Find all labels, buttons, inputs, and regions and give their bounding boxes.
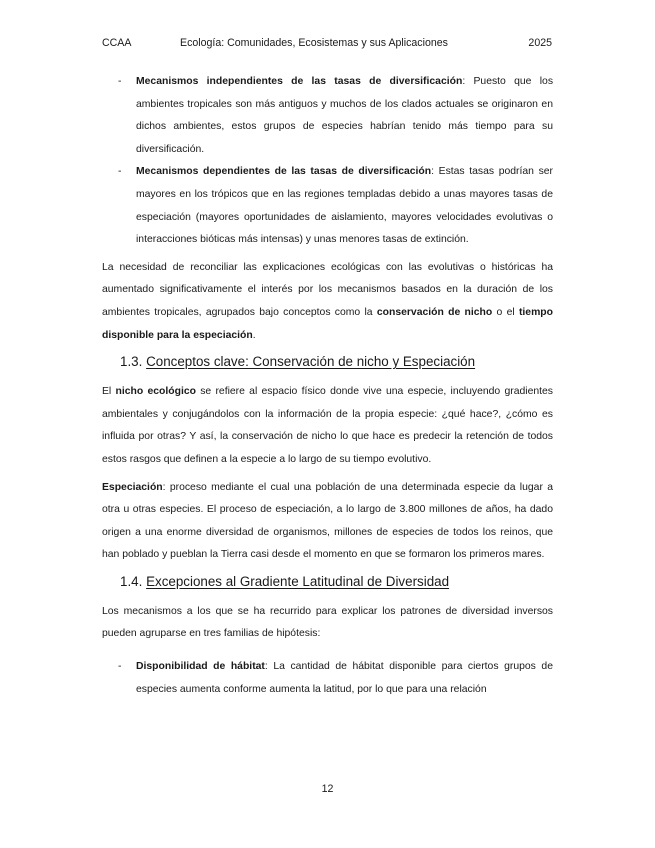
list-item-term: Disponibilidad de hábitat [136,661,265,673]
bold-term: conservación de nicho [376,306,493,318]
paragraph-text: Los mecanismos a los que se ha recurrido para explicar los patrones de diversidad inversos pueden agruparse en tres familias de hipótesis: [102,605,553,640]
list-item-term: Mecanismos independientes de las tasas de diversificación [136,76,463,87]
header-title: Ecología: Comunidades, Ecosistemas y sus Aplicaciones [180,37,448,49]
paragraph-text: o el [492,306,519,318]
bold-term: Especiación [102,481,163,493]
page-header [0,37,655,53]
paragraph-text: : proceso mediante el cual una población de una determinada especie da lugar a otra u otras especies. El proceso de especiación, a lo largo de 3.800 millones de años, ha dado origen a una enorme diversidad de organismos, millones de especies de todos los reinos, que han poblado y pueblan la Tierra casi desde el momento en que se formaron los primeros mares. [102,481,553,561]
section-number: 1.4. [120,573,143,589]
paragraph-text: El [102,386,116,398]
header-year: 2025 [528,37,552,49]
mechanisms-list [102,71,553,252]
page-number: 12 [321,783,334,795]
list-item-term: Mecanismos dependientes de las tasas de diversificación [136,166,432,178]
paragraph-text: se refiere al espacio físico donde vive una especie, incluyendo gradientes ambientales y conjugándolos con la información de la propia especie: ¿qué hace?, ¿cómo es influida por otras? Y así, la conservación de nicho lo que hace es predecir la retención de todos estos rasgos que definen a la especie a lo largo de su tiempo evolutivo. [102,386,553,465]
list-item [102,71,553,161]
bold-term: nicho ecológico [115,386,196,398]
list-item-text: : La cantidad de hábitat disponible para ciertos grupos de especies aumenta conforme aumenta la latitud, por lo que para una relación [136,661,553,695]
paragraph-text: La necesidad de reconciliar las explicaciones ecológicas con las evolutivas o históricas ha aumentado significativamente el interés por los mecanismos basados en la duración de los ambientes tropicales, agrupados bajo conceptos como la [102,261,553,318]
bold-term: tiempo disponible para la especiación [102,306,553,341]
page-body [102,71,553,706]
header-left: CCAA [102,37,132,49]
list-item [102,161,553,251]
paragraph-nicho [102,381,553,471]
paragraph-reconciliation [102,257,553,347]
section-title: Conceptos clave: Conservación de nicho y Especiación [146,354,476,370]
hypotheses-list [102,656,553,701]
section-heading-1-3 [120,352,553,372]
list-item-text: : Estas tasas podrían ser mayores en los trópicos que en las regiones templadas debido a unas mayores tasas de especiación (mayores oportunidades de aislamiento, mayores velocidades evolutivas o interacciones bióticas más intensas) y unas menores tasas de extinción. [136,166,553,246]
paragraph-hipotesis [102,601,553,646]
section-title: Excepciones al Gradiente Latitudinal de Diversidad [146,573,450,589]
paragraph-text: . [252,329,256,341]
section-heading-1-4 [120,572,553,592]
list-item-text: : Puesto que los ambientes tropicales son más antiguos y muchos de los clados actuales se originaron en dichos ambientes, estos grupos de especies habrían tenido más tiempo para su diversificación. [136,76,554,155]
list-item [102,656,553,701]
section-number: 1.3. [120,354,143,370]
paragraph-especiacion [102,477,553,567]
